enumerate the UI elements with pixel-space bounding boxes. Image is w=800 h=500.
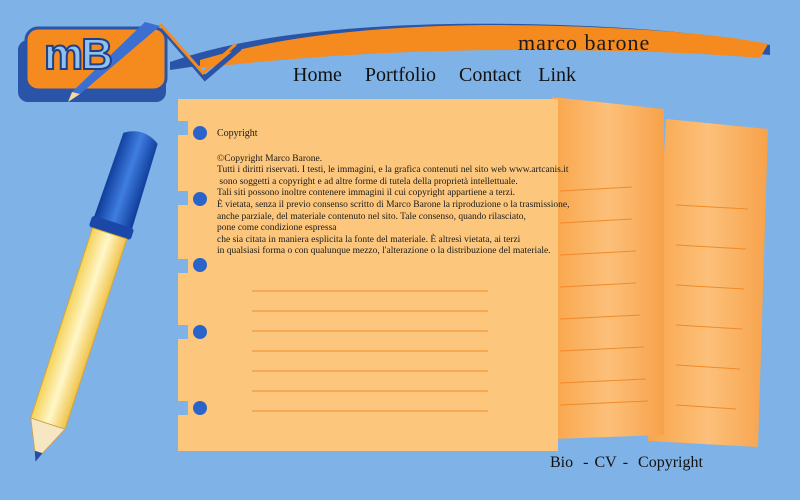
- content-title: Copyright: [217, 128, 258, 139]
- content-line: che sia citata in maniera esplicita la fonte del materiale. È altresì vietata, ai terzi: [217, 234, 521, 245]
- content-line: È vietata, senza il previo consenso scritto di Marco Barone la riproduzione o la trasmissione,: [217, 199, 570, 210]
- paper-stack: [540, 95, 780, 465]
- nav-link[interactable]: Link: [538, 64, 577, 86]
- footer-link-copyright[interactable]: Copyright: [638, 454, 703, 471]
- footer-link-cv[interactable]: CV: [594, 454, 617, 471]
- main-nav: [293, 64, 576, 87]
- content-line: in qualsiasi forma o con qualunque mezzo, l'alterazione o la distribuzione del materiale.: [217, 246, 551, 257]
- logo-text: mB: [44, 30, 111, 79]
- site-logo[interactable]: [10, 22, 170, 102]
- content-line: Tali siti possono inoltre contenere immagini il cui copyright appartiene a terzi.: [217, 188, 515, 199]
- site-name: marco barone: [518, 30, 651, 55]
- nav-contact[interactable]: Contact: [459, 64, 522, 86]
- copyright-content: [217, 128, 569, 258]
- content-line: sono soggetti a copyright e ad altre forme di tutela della proprietà intellettuale.: [217, 176, 518, 187]
- pen-icon: [8, 130, 168, 470]
- content-line: ©Copyright Marco Barone.: [217, 153, 323, 164]
- nav-home[interactable]: Home: [293, 64, 342, 86]
- content-line: Tutti i diritti riservati. I testi, le immagini, e la grafica contenuti nel sito web www.artcanis.it: [217, 165, 569, 176]
- nav-portfolio[interactable]: Portfolio: [364, 64, 437, 86]
- footer-separator: -: [622, 454, 629, 471]
- footer-separator: -: [583, 454, 589, 471]
- footer-link-bio[interactable]: Bio: [550, 454, 574, 471]
- footer-nav: [550, 454, 703, 472]
- content-line: pone come condizione espressa: [217, 223, 337, 234]
- content-line: anche parziale, del materiale contenuto nel sito. Tale consenso, quando rilasciato,: [217, 211, 526, 222]
